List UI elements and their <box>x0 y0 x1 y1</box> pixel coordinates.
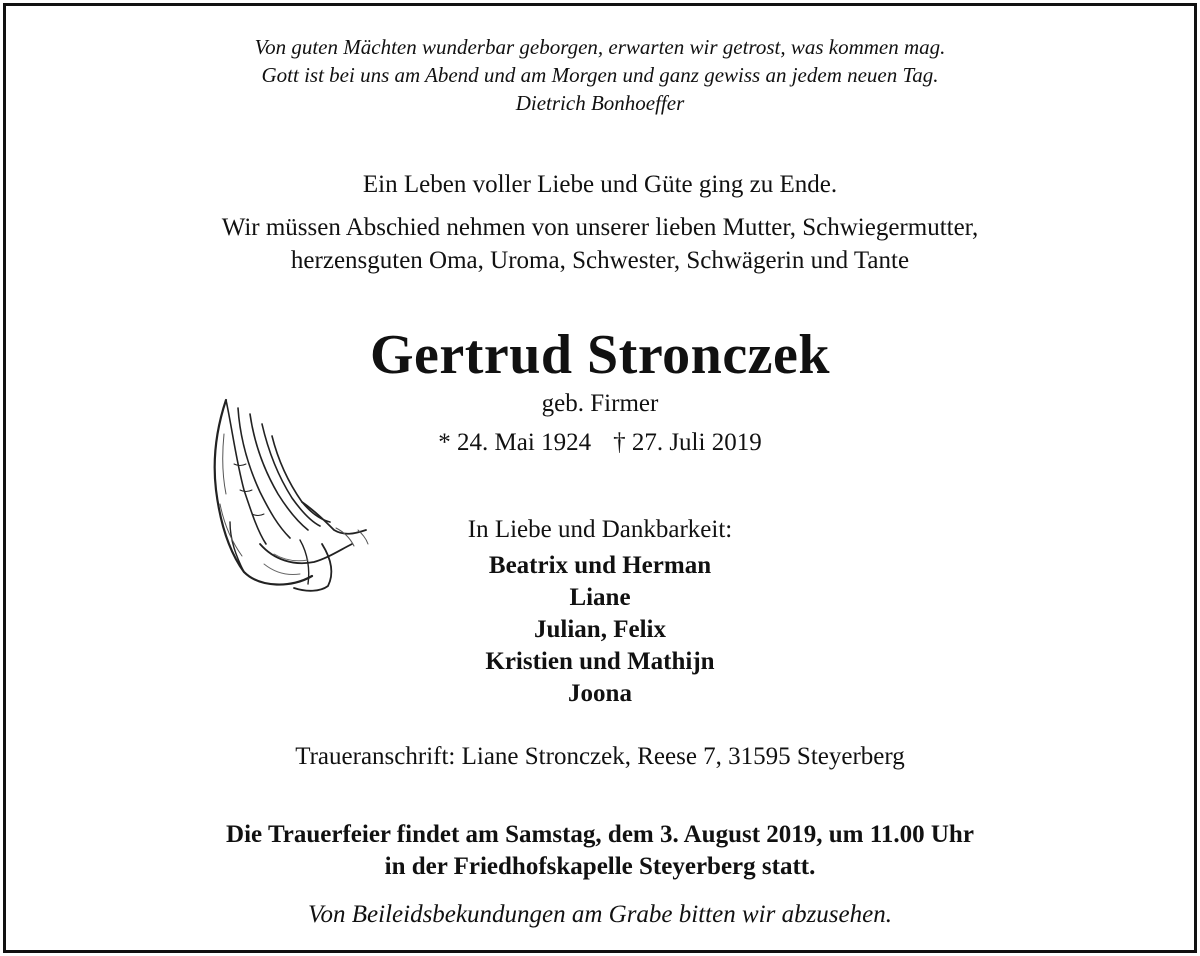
mourner-name: Julian, Felix <box>534 616 666 643</box>
intro-line-1: Ein Leben voller Liebe und Güte ging zu Ende. <box>362 171 838 198</box>
intro-line-2: Wir müssen Abschied nehmen von unserer lieben Mutter, Schwiegermutter, <box>221 214 979 241</box>
quote-line-1: Von guten Mächten wunderbar geborgen, erwarten wir getrost, was kommen mag. <box>254 35 946 59</box>
intro-line-3: herzensguten Oma, Uroma, Schwester, Schwägerin und Tante <box>290 247 910 274</box>
mourners-heading: In Liebe und Dankbarkeit: <box>467 516 733 543</box>
service-line-1: Die Trauerfeier findet am Samstag, dem 3. August 2019, um 11.00 Uhr <box>226 821 974 848</box>
deceased-name: Gertrud Stronczek <box>369 324 831 386</box>
quote-line-2: Gott ist bei uns am Abend und am Morgen und ganz gewiss an jedem neuen Tag. <box>261 63 939 87</box>
mourner-name: Kristien und Mathijn <box>485 648 715 675</box>
mourning-address: Traueranschrift: Liane Stronczek, Reese 7, 31595 Steyerberg <box>295 743 905 770</box>
obituary-notice <box>3 3 1197 953</box>
mourner-name: Liane <box>569 584 631 611</box>
birth-date: * 24. Mai 1924 <box>438 429 592 456</box>
death-date: † 27. Juli 2019 <box>613 429 762 456</box>
mourner-name: Beatrix und Herman <box>488 552 712 579</box>
birth-name: geb. Firmer <box>541 390 659 417</box>
life-dates <box>6 427 1194 459</box>
service-line-2: in der Friedhofskapelle Steyerberg statt. <box>384 853 816 880</box>
quote-author: Dietrich Bonhoeffer <box>515 91 685 115</box>
closing-note: Von Beileidsbekundungen am Grabe bitten wir abzusehen. <box>308 901 892 928</box>
mourner-name: Joona <box>568 680 632 707</box>
